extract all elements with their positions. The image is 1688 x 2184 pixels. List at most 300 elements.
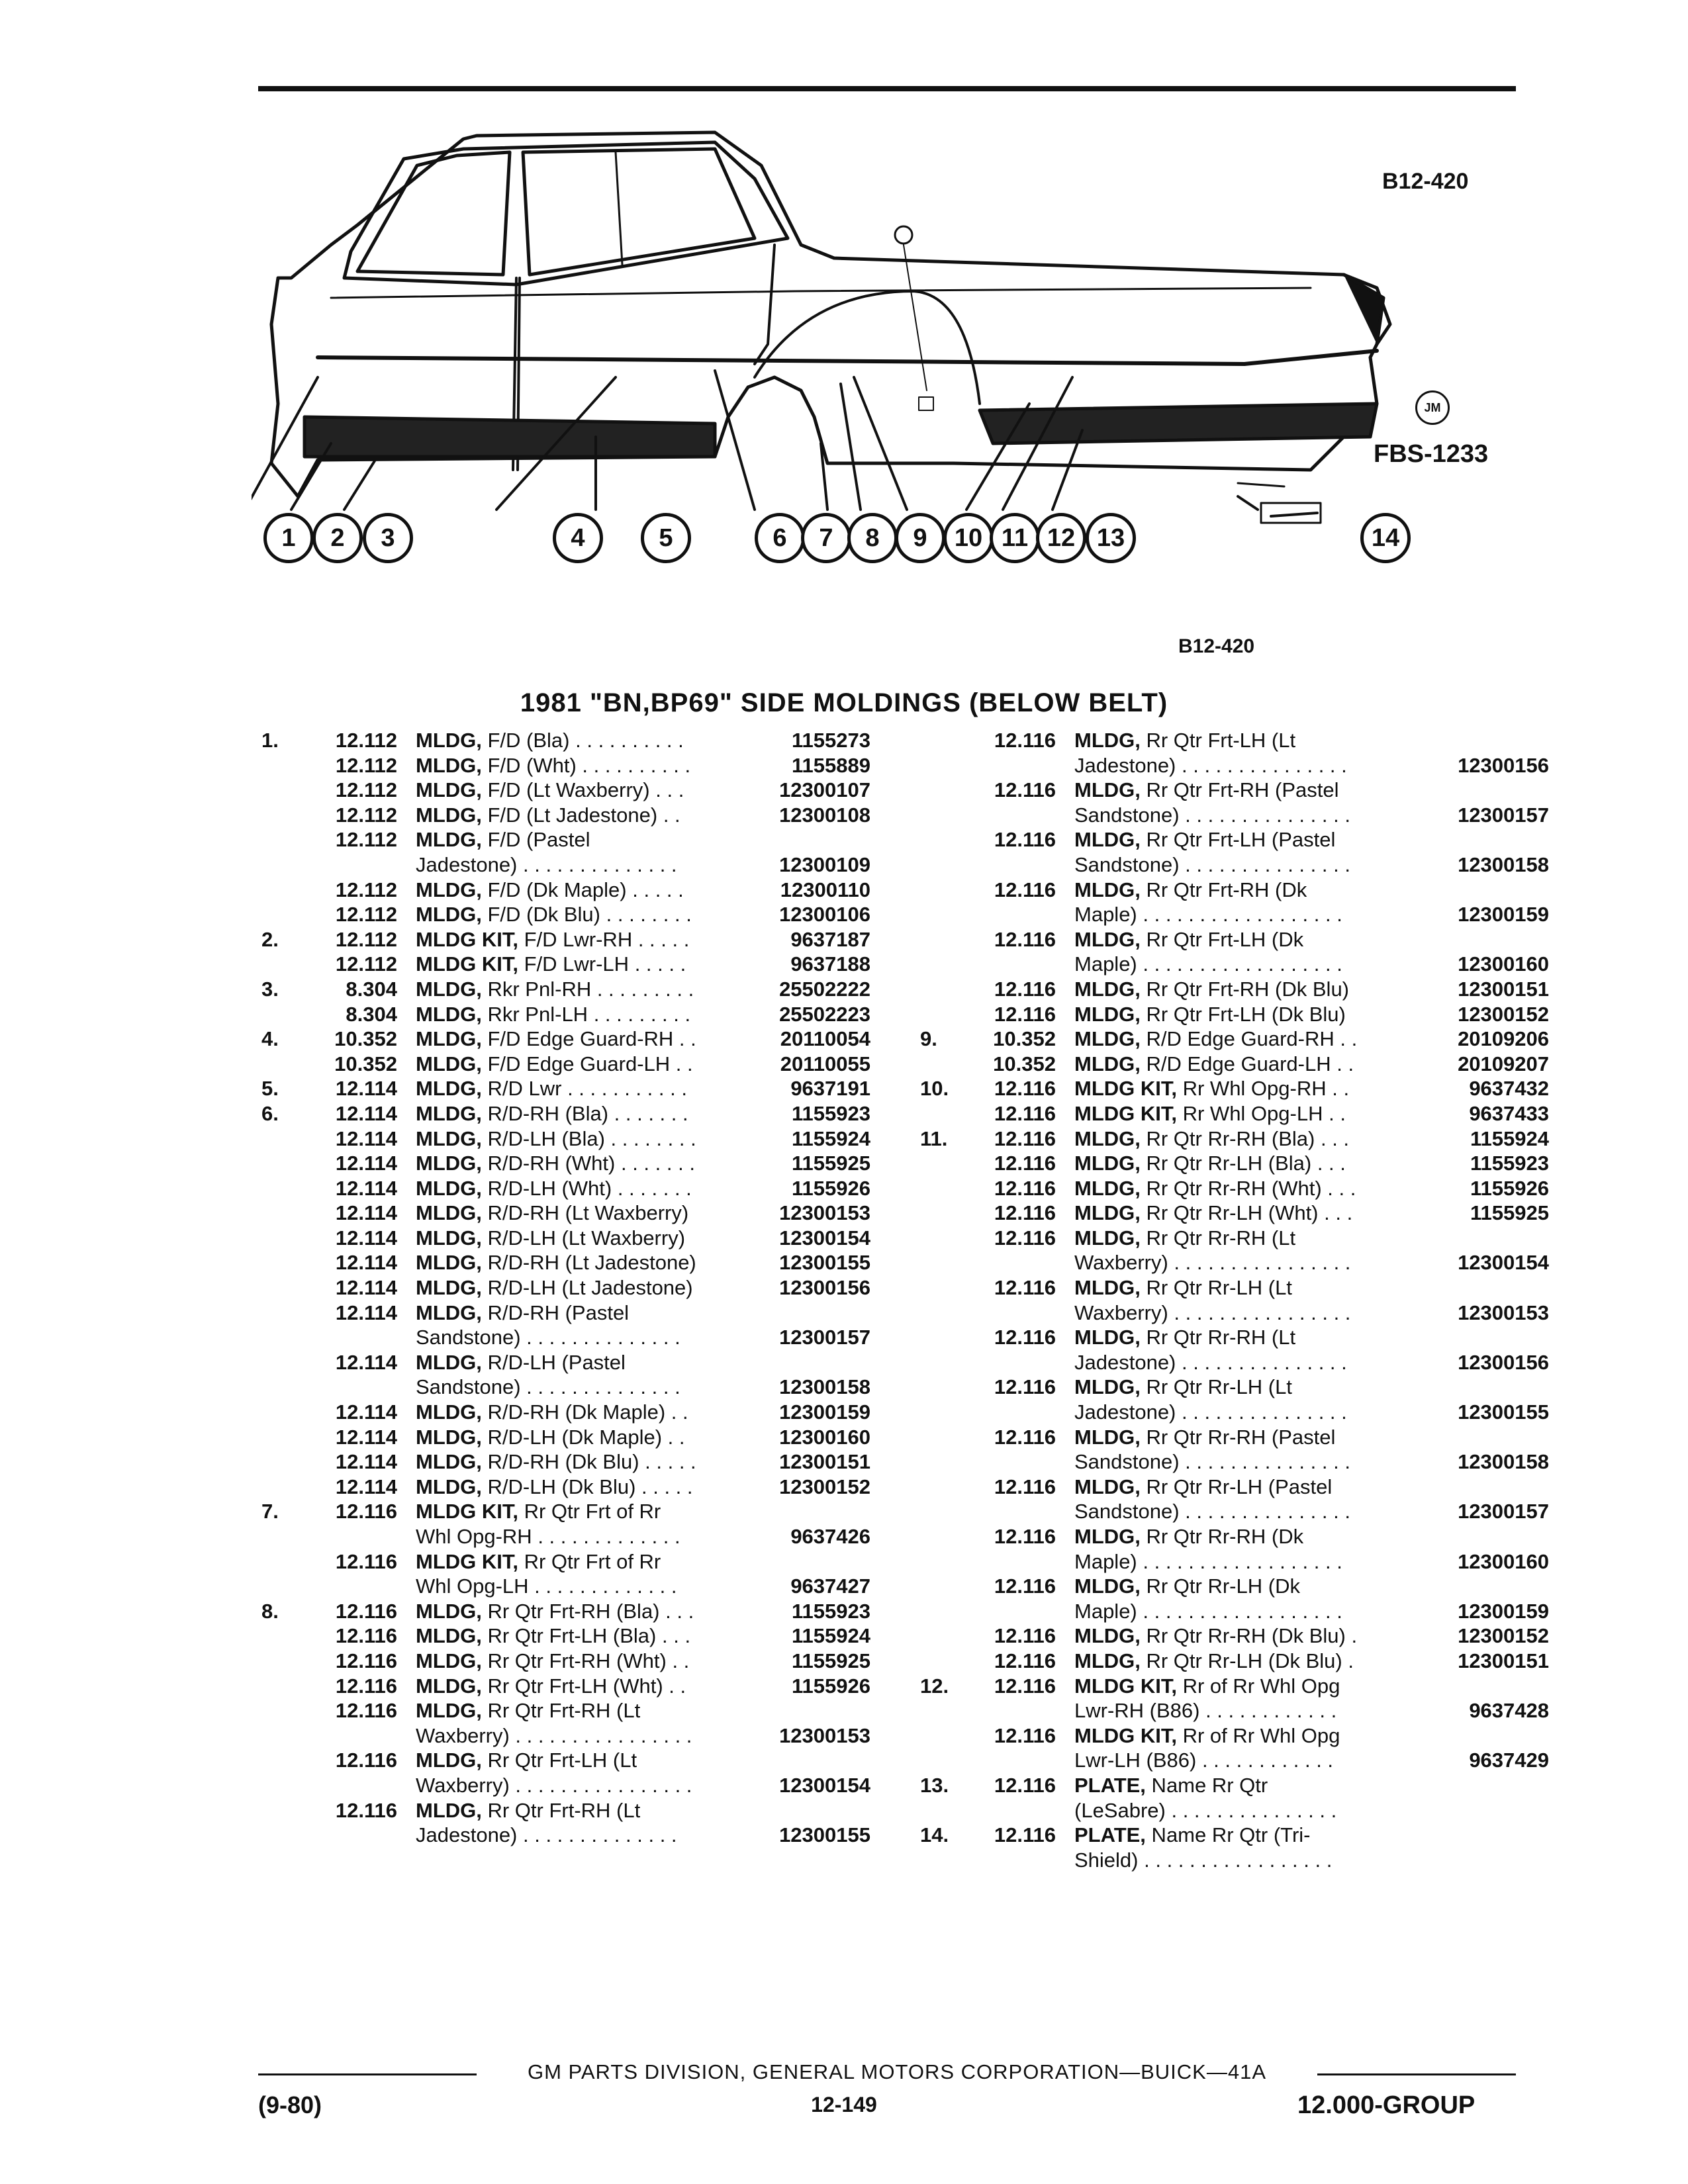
item-detail: Jadestone) — [416, 852, 518, 876]
list-item — [261, 1748, 870, 1773]
part-number: 12300110 — [780, 878, 870, 901]
item-keyword: MLDG, — [1074, 1425, 1141, 1449]
item-number — [920, 852, 966, 878]
group-number: 12.116 — [994, 1176, 1056, 1200]
item-detail: Waxberry) — [1074, 1251, 1168, 1275]
part-number: 12300157 — [1458, 1500, 1549, 1524]
item-description — [416, 878, 780, 903]
item-description — [416, 1250, 779, 1275]
top-rule — [258, 86, 1516, 91]
item-description — [416, 1126, 792, 1152]
item-description — [1074, 1002, 1458, 1027]
part-number: 1155925 — [792, 1649, 870, 1672]
item-keyword: MLDG, — [416, 1425, 482, 1449]
group-number: 12.112 — [335, 828, 397, 852]
item-keyword: MLDG, — [416, 1201, 482, 1225]
item-keyword: MLDG, — [416, 1450, 482, 1474]
item-number — [261, 878, 308, 903]
list-item — [920, 1649, 1549, 1674]
list-item — [920, 1275, 1549, 1300]
item-description — [1074, 1499, 1458, 1524]
list-item — [261, 753, 870, 778]
part-number: 9637429 — [1469, 1749, 1549, 1772]
item-description — [1074, 1250, 1458, 1275]
group-number: 12.116 — [994, 1723, 1056, 1747]
item-keyword: MLDG, — [416, 729, 482, 752]
leader-dots: . . . . . . . . . . . . . . . . . . — [1137, 1549, 1342, 1573]
list-item — [261, 1350, 870, 1375]
item-keyword: MLDG, — [416, 1749, 482, 1772]
list-item — [920, 728, 1549, 753]
item-keyword: MLDG, — [416, 878, 482, 901]
group-number — [966, 1250, 1074, 1275]
part-number: 1155926 — [792, 1674, 870, 1698]
item-keyword: MLDG KIT, — [416, 1500, 518, 1524]
item-keyword: MLDG, — [416, 1599, 482, 1623]
list-item — [920, 878, 1549, 903]
list-item — [261, 1325, 870, 1350]
list-item — [920, 827, 1549, 852]
item-keyword: MLDG, — [1074, 1027, 1141, 1051]
part-number: 1155923 — [1470, 1152, 1549, 1175]
item-keyword: MLDG, — [416, 977, 482, 1001]
list-item — [920, 1226, 1549, 1251]
part-number: 12300152 — [779, 1475, 870, 1498]
item-description — [416, 1773, 779, 1798]
item-number — [920, 1101, 966, 1126]
list-item — [261, 1226, 870, 1251]
list-item — [261, 1599, 870, 1624]
group-number — [308, 1524, 416, 1549]
item-number — [261, 1325, 308, 1350]
part-number: 12300158 — [1458, 852, 1549, 876]
list-item — [920, 1848, 1549, 1873]
group-number: 12.116 — [335, 1749, 397, 1772]
item-description — [1074, 803, 1458, 828]
figure-code-bottom: B12-420 — [1178, 635, 1255, 657]
footer-group: 12.000-GROUP — [1297, 2091, 1476, 2119]
item-detail: Rr Qtr Rr-LH (Dk — [1140, 1574, 1300, 1598]
list-item — [261, 1649, 870, 1674]
part-number: 12300151 — [1458, 977, 1549, 1001]
leader-dots: . . . . . . . . . . . . . . . . — [509, 1773, 692, 1797]
item-number — [920, 1748, 966, 1773]
group-number: 12.116 — [994, 927, 1056, 951]
item-description — [416, 1201, 779, 1226]
list-item — [261, 1623, 870, 1649]
part-number: 9637428 — [1469, 1699, 1549, 1723]
list-item — [920, 1375, 1549, 1400]
item-keyword: MLDG, — [416, 803, 482, 827]
list-item — [261, 878, 870, 903]
list-item — [261, 1400, 870, 1425]
group-number: 12.112 — [335, 903, 397, 927]
list-item — [920, 977, 1549, 1002]
group-number — [966, 902, 1074, 927]
item-number — [920, 1176, 966, 1201]
item-number: 12. — [920, 1674, 949, 1698]
item-detail: F/D (Pastel — [481, 828, 590, 852]
item-keyword: MLDG, — [416, 1226, 482, 1250]
list-item — [920, 1623, 1549, 1649]
leader-dots: . . . . . . . . . . . . . . — [520, 1375, 680, 1399]
item-number — [261, 902, 308, 927]
item-number — [261, 1674, 308, 1699]
page-title: 1981 "BN,BP69" SIDE MOLDINGS (BELOW BELT) — [520, 688, 1168, 717]
part-number: 12300109 — [779, 852, 870, 876]
item-keyword: MLDG, — [1074, 1276, 1141, 1300]
item-keyword: MLDG, — [1074, 1152, 1141, 1175]
item-description — [416, 1524, 790, 1549]
list-item — [920, 1325, 1549, 1350]
footer-rule-left — [258, 2073, 477, 2075]
item-detail: Jadestone) — [416, 1823, 518, 1847]
leader-dots: . . — [1331, 1052, 1354, 1075]
item-number — [920, 1623, 966, 1649]
item-keyword: MLDG, — [416, 1699, 482, 1723]
item-description — [1074, 1848, 1549, 1873]
item-detail: R/D-RH (Wht) — [481, 1152, 616, 1175]
part-number: 1155926 — [792, 1176, 870, 1200]
part-number: 25502222 — [779, 977, 870, 1001]
item-description — [416, 778, 779, 803]
item-detail: Rr Qtr Frt-LH (Lt — [1140, 729, 1296, 752]
part-number: 1155924 — [792, 1624, 870, 1648]
item-number — [261, 1300, 308, 1326]
part-number: 12300160 — [779, 1425, 870, 1449]
item-keyword: MLDG, — [416, 1101, 482, 1125]
leader-dots: . . . — [656, 1624, 696, 1648]
list-item — [920, 1026, 1549, 1052]
item-keyword: MLDG, — [416, 1276, 482, 1300]
item-number — [920, 1226, 966, 1251]
item-description — [1074, 1201, 1470, 1226]
item-detail: R/D-LH (Bla) — [481, 1126, 605, 1150]
list-item — [920, 1524, 1549, 1549]
item-detail: Shield) — [1074, 1848, 1139, 1872]
leader-dots: . . — [665, 1400, 688, 1424]
leader-dots: . . . . . . . — [615, 1152, 701, 1175]
group-number: 12.116 — [994, 1201, 1056, 1225]
item-description — [1074, 1674, 1549, 1699]
item-keyword: MLDG, — [1074, 1126, 1141, 1150]
leader-dots: . . . — [1318, 1201, 1358, 1225]
leader-dots: . . . . . . . . . . . . . — [528, 1574, 683, 1598]
item-detail: F/D (Lt Jadestone) — [481, 803, 658, 827]
item-number — [920, 1574, 966, 1599]
list-item — [261, 1300, 870, 1326]
group-number: 12.116 — [994, 729, 1056, 752]
item-description — [416, 927, 790, 952]
leader-dots: . . . . . — [632, 927, 695, 951]
part-number: 12300157 — [1458, 803, 1549, 827]
item-description — [416, 1052, 780, 1077]
item-description — [1074, 1425, 1549, 1450]
list-item — [261, 1126, 870, 1152]
item-keyword: MLDG, — [416, 1052, 482, 1075]
leader-dots: . . . — [1315, 1126, 1355, 1150]
item-description — [1074, 852, 1458, 878]
item-keyword: MLDG, — [416, 1027, 482, 1051]
item-number — [261, 1773, 308, 1798]
item-keyword: MLDG, — [416, 1475, 482, 1498]
item-number — [920, 1325, 966, 1350]
item-number — [920, 1275, 966, 1300]
item-description — [1074, 902, 1458, 927]
item-description — [1074, 1748, 1469, 1773]
leader-dots: . . . . . . . — [608, 1101, 694, 1125]
list-item — [261, 1499, 870, 1524]
list-item — [261, 1002, 870, 1027]
item-detail: Maple) — [1074, 952, 1137, 976]
item-number — [261, 1151, 308, 1176]
item-description — [1074, 1649, 1458, 1674]
item-keyword: MLDG, — [1074, 1624, 1141, 1648]
item-detail: Rr Qtr Rr-LH (Bla) — [1140, 1152, 1312, 1175]
item-keyword: MLDG, — [1074, 1475, 1141, 1498]
item-description — [1074, 753, 1458, 778]
item-number: 2. — [261, 927, 279, 951]
leader-dots: . . . . . . . . . . . . — [1199, 1699, 1342, 1723]
item-number — [920, 977, 966, 1002]
group-number: 12.116 — [994, 1649, 1056, 1672]
leader-dots: . . . . . — [626, 878, 684, 901]
list-item — [261, 778, 870, 803]
list-item — [261, 1574, 870, 1599]
item-keyword: MLDG, — [416, 1300, 482, 1324]
item-description — [1074, 952, 1458, 977]
group-number: 12.116 — [994, 1226, 1056, 1250]
group-number: 12.114 — [335, 1101, 397, 1125]
item-description — [1074, 1723, 1549, 1749]
item-detail: Whl Opg-LH — [416, 1574, 529, 1598]
item-keyword: MLDG, — [1074, 1649, 1141, 1672]
group-number: 12.116 — [335, 1599, 397, 1623]
list-item — [920, 1400, 1549, 1425]
list-item — [920, 1475, 1549, 1500]
item-description — [416, 1076, 790, 1101]
item-number: 3. — [261, 977, 279, 1001]
item-number — [261, 1052, 308, 1077]
list-item — [261, 1773, 870, 1798]
group-number: 12.112 — [335, 729, 397, 752]
item-detail: F/D Edge Guard-LH — [481, 1052, 671, 1075]
item-description — [416, 1649, 792, 1674]
footer-division: GM PARTS DIVISION, GENERAL MOTORS CORPORATION—BUICK—41A — [527, 2060, 1267, 2083]
list-item — [261, 1250, 870, 1275]
list-item — [920, 1574, 1549, 1599]
item-detail: R/D Lwr — [481, 1077, 562, 1101]
item-detail: R/D-RH (Pastel — [481, 1300, 630, 1324]
group-number: 12.116 — [994, 1823, 1056, 1847]
item-description — [416, 1698, 870, 1723]
group-number: 12.116 — [994, 828, 1056, 852]
item-detail: R/D-RH (Bla) — [481, 1101, 609, 1125]
item-number — [261, 852, 308, 878]
group-number: 12.114 — [335, 1152, 397, 1175]
part-number: 12300155 — [1458, 1400, 1549, 1424]
leader-dots: . . . . . . . . . . . . . . . . — [1168, 1300, 1351, 1324]
item-description — [416, 977, 779, 1002]
item-description — [1074, 878, 1549, 903]
callout-8: 8 — [847, 513, 898, 563]
list-item — [261, 1449, 870, 1475]
part-number: 9637187 — [790, 927, 870, 951]
leader-dots: . . . — [659, 1599, 700, 1623]
group-number: 12.114 — [335, 1400, 397, 1424]
parts-list-left — [261, 728, 870, 1848]
item-keyword: MLDG, — [416, 903, 482, 927]
item-description — [1074, 1400, 1458, 1425]
item-keyword: MLDG, — [416, 1350, 482, 1374]
list-item — [920, 1201, 1549, 1226]
part-number: 20109207 — [1458, 1052, 1549, 1075]
item-detail: Rr Qtr Frt-RH (Dk — [1140, 878, 1307, 901]
item-keyword: MLDG, — [416, 1251, 482, 1275]
group-number: 12.114 — [335, 1201, 397, 1225]
item-number — [920, 1698, 966, 1723]
item-number — [920, 1250, 966, 1275]
item-number — [261, 827, 308, 852]
part-number: 12300152 — [1458, 1002, 1549, 1026]
fbs-code: FBS-1233 — [1374, 440, 1489, 468]
group-number: 10.352 — [993, 1027, 1056, 1051]
item-keyword: MLDG, — [416, 1624, 482, 1648]
item-description — [1074, 1300, 1458, 1326]
callout-1: 1 — [263, 513, 314, 563]
jm-mark: JM — [1415, 390, 1450, 425]
list-item — [920, 1449, 1549, 1475]
item-keyword: MLDG, — [416, 753, 482, 777]
item-description — [1074, 1226, 1549, 1251]
item-number: 10. — [920, 1077, 949, 1101]
group-number — [966, 1300, 1074, 1326]
item-description — [416, 1623, 792, 1649]
list-item — [920, 803, 1549, 828]
leader-dots — [1346, 1003, 1352, 1026]
group-number: 12.116 — [335, 1674, 397, 1698]
list-item — [920, 1250, 1549, 1275]
group-number — [966, 1449, 1074, 1475]
item-description — [416, 852, 779, 878]
part-number: 12300153 — [1458, 1300, 1549, 1324]
item-description — [416, 1151, 792, 1176]
list-item — [920, 952, 1549, 977]
list-item — [920, 852, 1549, 878]
item-detail: Rr Qtr Frt-LH (Bla) — [481, 1624, 657, 1648]
group-number — [966, 1848, 1074, 1873]
group-number: 12.116 — [994, 1152, 1056, 1175]
group-number — [966, 1698, 1074, 1723]
leader-dots: . . . . . . . . . . . . . . . — [1179, 1450, 1350, 1474]
item-number: 1. — [261, 729, 279, 752]
item-description — [416, 1101, 792, 1126]
group-number — [308, 1773, 416, 1798]
item-detail: Sandstone) — [416, 1326, 521, 1349]
list-item — [920, 778, 1549, 803]
item-number — [261, 1425, 308, 1450]
item-detail: Rr Qtr Rr-RH (Bla) — [1140, 1126, 1315, 1150]
item-number — [261, 1201, 308, 1226]
item-number — [261, 1250, 308, 1275]
item-detail: Rr Whl Opg-LH — [1177, 1101, 1323, 1125]
item-description — [1074, 1574, 1549, 1599]
leader-dots — [688, 1201, 694, 1224]
group-number: 12.112 — [335, 927, 397, 951]
item-description — [416, 753, 792, 778]
list-item — [920, 1300, 1549, 1326]
part-number: 12300160 — [1458, 1549, 1549, 1573]
item-number — [920, 1151, 966, 1176]
leader-dots: . . . . . . . . . . . . . . . . — [509, 1723, 692, 1747]
item-number: 7. — [261, 1500, 279, 1524]
list-item — [261, 977, 870, 1002]
item-number — [920, 1425, 966, 1450]
group-number: 12.114 — [335, 1226, 397, 1250]
item-number — [920, 728, 966, 753]
list-item — [920, 1773, 1549, 1798]
item-number — [261, 778, 308, 803]
leader-dots: . . . . . . . . . . . . . . . . — [1168, 1251, 1351, 1275]
leader-dots: . . — [1334, 1027, 1358, 1051]
item-keyword: MLDG KIT, — [1074, 1674, 1177, 1698]
group-number: 8.304 — [346, 1002, 397, 1026]
leader-dots: . . — [1323, 1101, 1352, 1125]
group-number: 12.116 — [994, 1475, 1056, 1498]
item-number — [920, 803, 966, 828]
item-detail: R/D-LH (Lt Waxberry) — [481, 1226, 686, 1250]
item-detail: Rr Qtr Rr-LH (Dk Blu) — [1140, 1649, 1342, 1672]
item-description — [1074, 1052, 1458, 1077]
part-number: 1155924 — [792, 1126, 870, 1150]
item-number — [920, 1300, 966, 1326]
list-item — [261, 1201, 870, 1226]
part-number: 25502223 — [779, 1002, 870, 1026]
item-description — [416, 1723, 779, 1749]
list-item — [920, 1101, 1549, 1126]
group-number: 12.112 — [335, 778, 397, 802]
callout-4: 4 — [553, 513, 603, 563]
leader-dots: . . . — [1321, 1176, 1362, 1200]
leader-dots: . . — [662, 1425, 685, 1449]
item-detail: Name Rr Qtr (Tri- — [1145, 1823, 1311, 1847]
item-description — [1074, 1275, 1549, 1300]
item-detail: Sandstone) — [1074, 852, 1180, 876]
item-detail: R/D-RH (Dk Maple) — [481, 1400, 666, 1424]
item-description — [416, 1275, 779, 1300]
item-number — [261, 1275, 308, 1300]
leader-dots: . . . . . . . . . . . . . . . — [1176, 1350, 1347, 1374]
item-keyword: MLDG, — [416, 1002, 482, 1026]
group-number — [966, 852, 1074, 878]
callout-7: 7 — [801, 513, 851, 563]
item-number — [261, 1449, 308, 1475]
group-number: 12.116 — [335, 1699, 397, 1723]
item-detail: R/D-RH (Lt Jadestone) — [481, 1251, 696, 1275]
leader-dots: . — [1345, 1624, 1358, 1648]
part-number: 12300158 — [779, 1375, 870, 1399]
group-number — [308, 1723, 416, 1749]
leader-dots: . . . . . . . . . . . . . . . — [1165, 1798, 1337, 1822]
callout-6: 6 — [755, 513, 805, 563]
item-number — [920, 878, 966, 903]
item-detail: Rr Qtr Frt-RH (Lt — [481, 1798, 641, 1822]
part-number: 12300160 — [1458, 952, 1549, 976]
list-item — [920, 1674, 1549, 1699]
group-number: 12.116 — [335, 1549, 397, 1573]
item-number — [920, 1375, 966, 1400]
item-keyword: MLDG, — [416, 1649, 482, 1672]
